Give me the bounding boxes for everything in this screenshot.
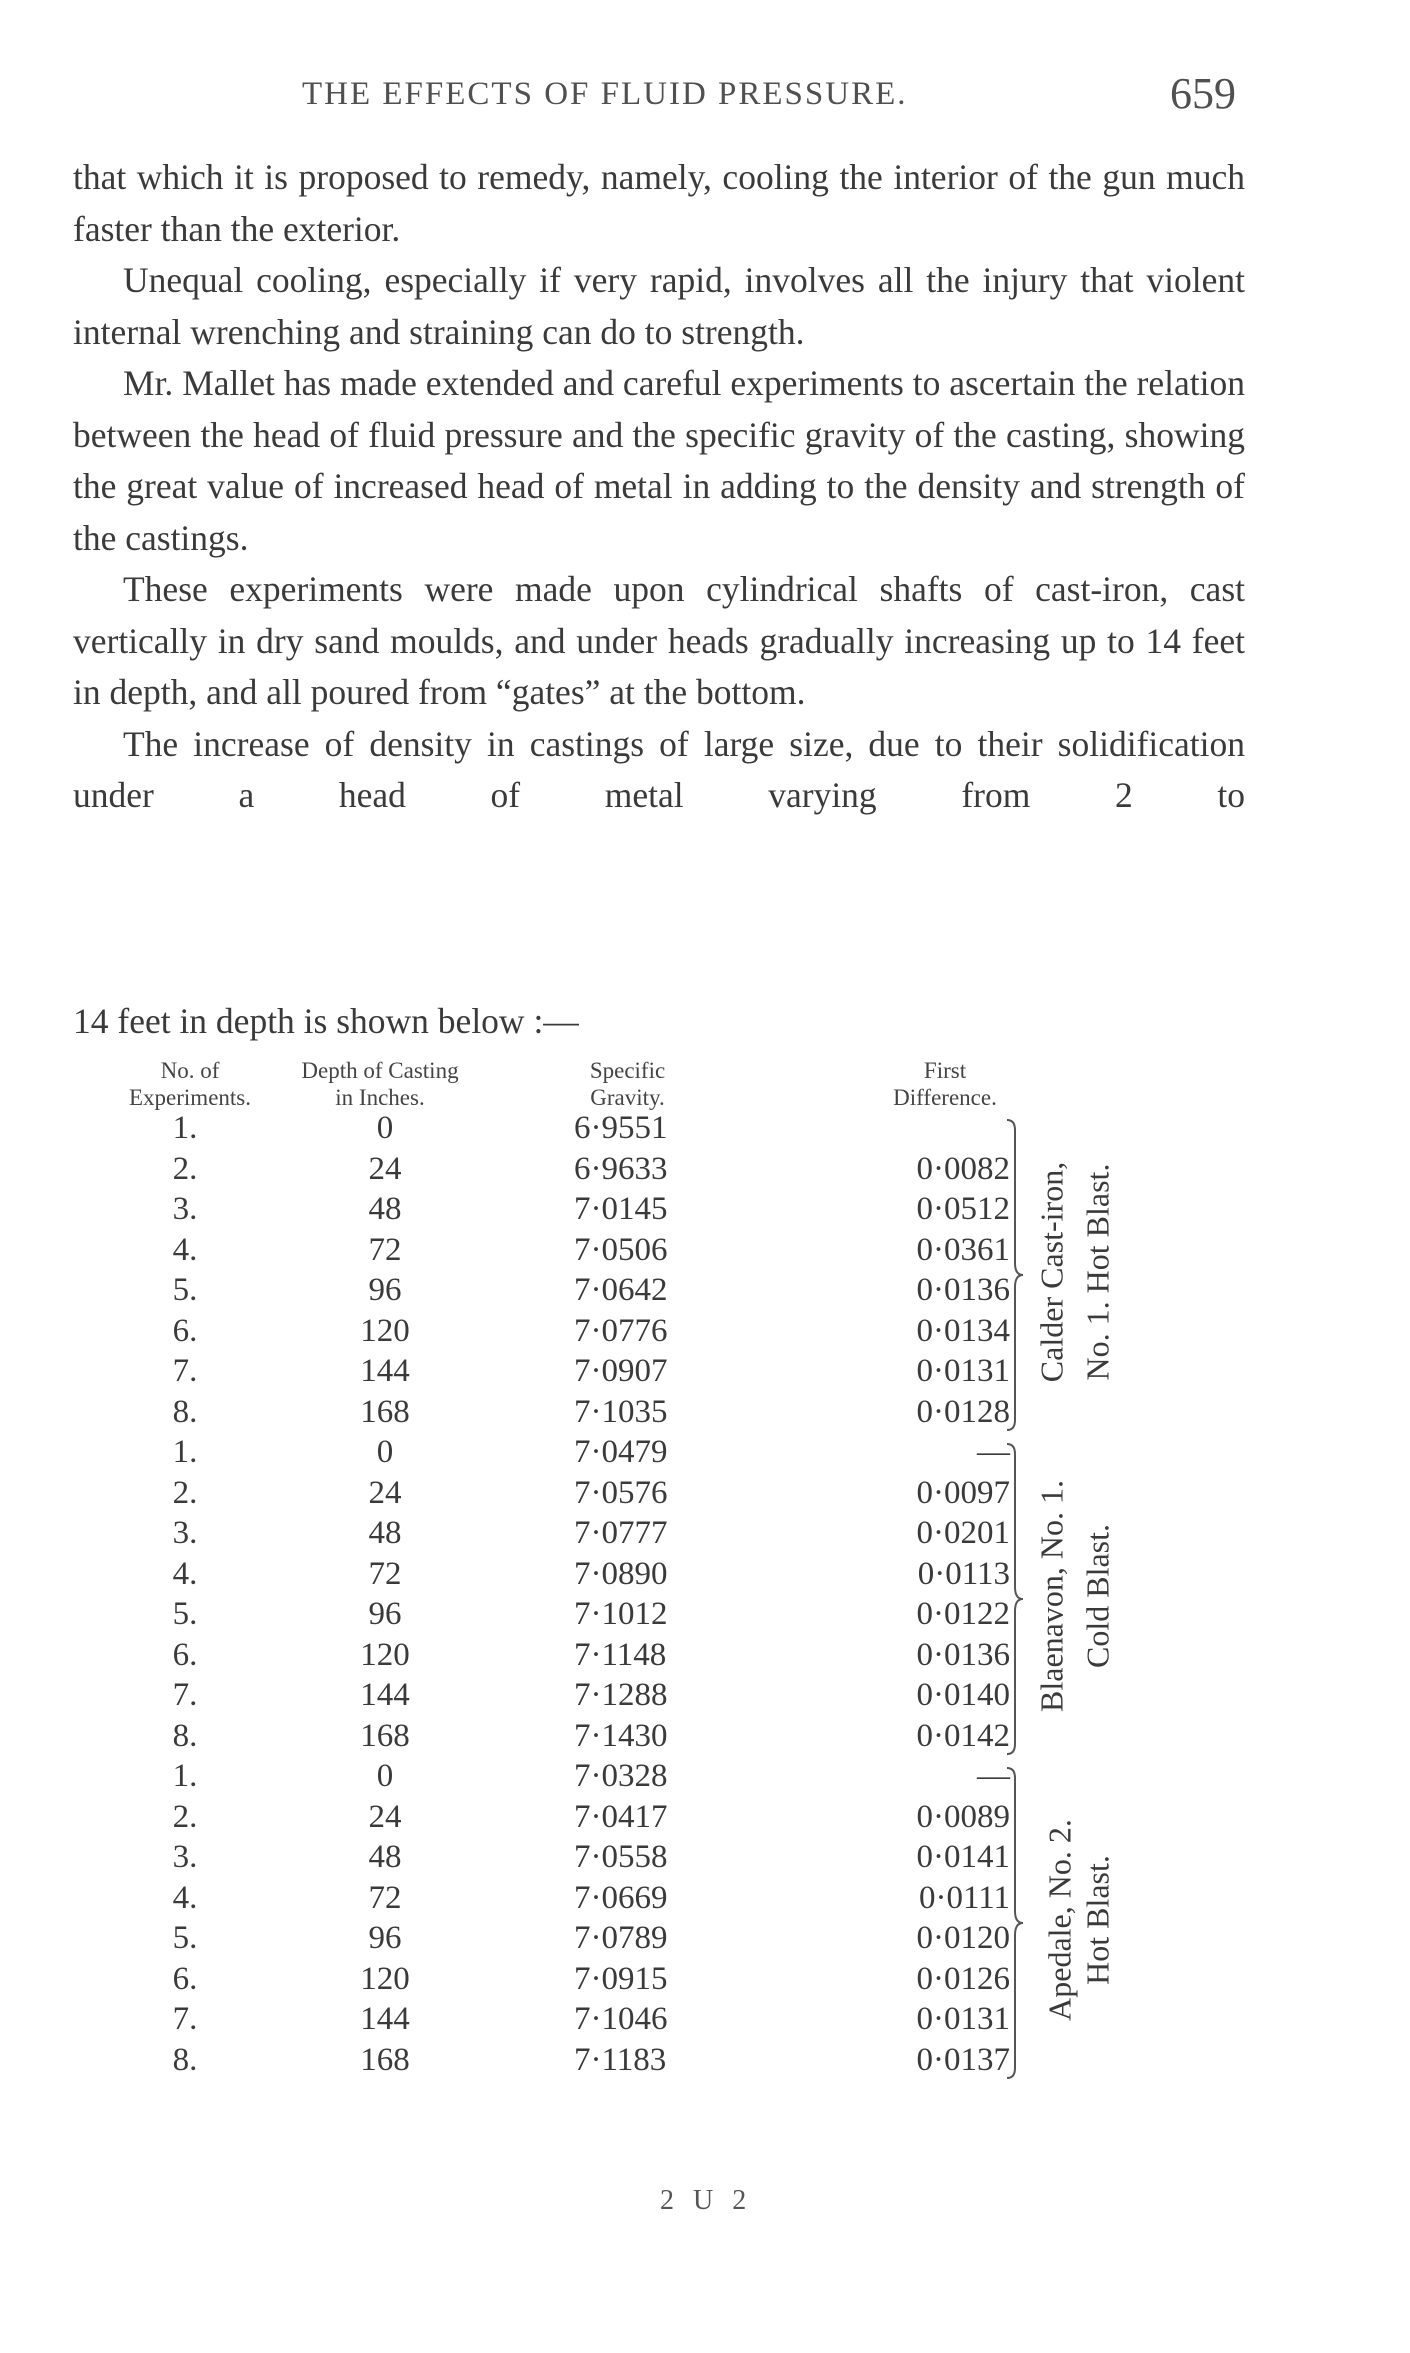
row-number: 1. [172, 1434, 198, 1470]
row-difference: 0·0361 [916, 1231, 1010, 1268]
row-depth: 0 [376, 1110, 394, 1146]
header-difference: First Difference. [893, 1058, 997, 1110]
header-depth: Depth of Casting in Inches. [301, 1058, 459, 1110]
row-difference: 0·0141 [916, 1839, 1010, 1875]
row-difference: 0·0134 [916, 1312, 1010, 1349]
row-depth: 144 [360, 1677, 410, 1713]
row-number: 3. [172, 1191, 198, 1227]
row-number: 3. [172, 1839, 198, 1875]
row-gravity: 7·0479 [574, 1434, 668, 1470]
row-depth: 24 [368, 1474, 402, 1511]
row-gravity: 7·0789 [574, 1920, 668, 1956]
row-depth: 96 [368, 1920, 402, 1956]
page-header [0, 68, 1410, 128]
row-gravity: 7·0776 [574, 1312, 668, 1349]
row-number: 2. [172, 1150, 198, 1187]
paragraph: These experiments were made upon cylindrical shafts of cast-iron, cast vertically in dry sand moulds, and under heads gradually increasing up to 14 feet in depth, and all poured from “gates” at the bottom. [73, 569, 1245, 712]
group-label: Blaenavon, No. 1. [1033, 1480, 1070, 1712]
row-gravity: 7·0890 [574, 1555, 668, 1592]
row-depth: 168 [360, 1393, 410, 1430]
paragraph: The increase of density in castings of large size, due to their solidification under a head of metal varying from 2 to [73, 723, 1245, 815]
group-brace [1005, 1118, 1027, 1432]
row-number: 2. [172, 1798, 198, 1835]
row-number: 1. [172, 1110, 198, 1146]
row-number: 4. [172, 1231, 198, 1268]
row-difference: 0·0131 [916, 1353, 1010, 1389]
row-number: 5. [172, 1920, 198, 1956]
row-depth: 48 [368, 1515, 402, 1551]
row-depth: 72 [368, 1231, 402, 1268]
row-gravity: 7·0915 [574, 1960, 668, 1997]
row-difference: 0·0128 [916, 1393, 1010, 1430]
row-depth: 96 [368, 1596, 402, 1632]
row-number: 6. [172, 1960, 198, 1997]
row-depth: 144 [360, 1353, 410, 1389]
row-difference: 0·0111 [918, 1879, 1010, 1916]
row-number: 6. [172, 1312, 198, 1349]
row-difference: 0·0136 [916, 1272, 1010, 1308]
row-depth: 168 [360, 1717, 410, 1754]
row-depth: 168 [360, 2041, 410, 2078]
row-number: 8. [172, 1717, 198, 1754]
row-gravity: 7·0506 [574, 1231, 668, 1268]
row-difference: 0·0201 [916, 1515, 1010, 1551]
row-gravity: 7·0558 [574, 1839, 668, 1875]
group-brace [1005, 1766, 1027, 2080]
table-intro: 14 feet in depth is shown below :— [73, 1001, 579, 1041]
row-gravity: 7·0328 [574, 1758, 668, 1794]
group-brace [1005, 1442, 1027, 1756]
row-depth: 96 [368, 1272, 402, 1308]
row-difference: 0·0097 [916, 1474, 1010, 1511]
row-depth: 24 [368, 1798, 402, 1835]
row-depth: 120 [360, 1636, 410, 1673]
row-difference: 0·0142 [916, 1717, 1010, 1754]
row-gravity: 7·0669 [574, 1879, 668, 1916]
row-difference: 0·0120 [916, 1920, 1010, 1956]
header-gravity: Specific Gravity. [589, 1058, 666, 1110]
paragraph: that which it is proposed to remedy, namely, cooling the interior of the gun much faster than the exterior. [73, 157, 1245, 249]
row-number: 1. [172, 1758, 198, 1794]
group-label: Hot Blast. [1079, 1855, 1116, 1985]
row-depth: 48 [368, 1191, 402, 1227]
row-difference: 0·0512 [916, 1191, 1010, 1227]
paragraph: Mr. Mallet has made extended and careful experiments to ascertain the relation between the head of fluid pressure and the specific gravity of the casting, showing the great value of increased head of metal in adding to the density and strength of the castings. [73, 363, 1245, 558]
row-depth: 48 [368, 1839, 402, 1875]
row-gravity: 7·0907 [574, 1353, 668, 1389]
row-difference: 0·0126 [916, 1960, 1010, 1997]
signature-mark: 2 U 2 [660, 2185, 753, 2216]
row-depth: 0 [376, 1758, 394, 1794]
row-gravity: 7·1046 [574, 2001, 668, 2037]
row-difference: — [977, 1434, 1010, 1470]
row-number: 5. [172, 1596, 198, 1632]
header-experiments: No. of Experiments. [129, 1058, 251, 1110]
row-gravity: 7·0576 [574, 1474, 668, 1511]
row-gravity: 7·0642 [574, 1272, 668, 1308]
row-number: 5. [172, 1272, 198, 1308]
row-difference: 0·0131 [916, 2001, 1010, 2037]
row-gravity: 6·9633 [574, 1150, 668, 1187]
row-depth: 120 [360, 1960, 410, 1997]
row-number: 4. [172, 1879, 198, 1916]
row-number: 6. [172, 1636, 198, 1673]
row-depth: 0 [376, 1434, 394, 1470]
row-difference: 0·0082 [916, 1150, 1010, 1187]
row-number: 3. [172, 1515, 198, 1551]
row-depth: 120 [360, 1312, 410, 1349]
running-head: THE EFFECTS OF FLUID PRESSURE. [302, 76, 908, 112]
row-difference: 0·0122 [916, 1596, 1010, 1632]
row-gravity: 7·1035 [574, 1393, 668, 1430]
group-label: Cold Blast. [1079, 1523, 1116, 1669]
row-gravity: 7·1148 [574, 1636, 667, 1673]
row-depth: 72 [368, 1879, 402, 1916]
row-number: 4. [172, 1555, 198, 1592]
row-gravity: 7·0145 [574, 1191, 668, 1227]
row-depth: 24 [368, 1150, 402, 1187]
paragraph: Unequal cooling, especially if very rapid, involves all the injury that violent internal wrenching and straining can do to strength. [73, 260, 1245, 352]
row-gravity: 7·1288 [574, 1677, 668, 1713]
row-depth: 144 [360, 2001, 410, 2037]
row-number: 7. [172, 1353, 198, 1389]
group-label: Calder Cast-iron, [1033, 1161, 1070, 1383]
row-gravity: 6·9551 [574, 1110, 668, 1146]
row-number: 7. [172, 1677, 198, 1713]
row-number: 8. [172, 2041, 198, 2078]
row-number: 7. [172, 2001, 198, 2037]
row-difference: 0·0140 [916, 1677, 1010, 1713]
row-difference: 0·0137 [916, 2041, 1010, 2078]
row-difference: 0·0089 [916, 1798, 1010, 1835]
row-gravity: 7·1012 [574, 1596, 668, 1632]
row-gravity: 7·1183 [574, 2041, 667, 2078]
row-number: 8. [172, 1393, 198, 1430]
row-number: 2. [172, 1474, 198, 1511]
body-text [73, 152, 1245, 822]
row-gravity: 7·0417 [574, 1798, 668, 1835]
row-gravity: 7·0777 [574, 1515, 668, 1551]
group-label: No. 1. Hot Blast. [1079, 1163, 1116, 1381]
row-gravity: 7·1430 [574, 1717, 668, 1754]
row-depth: 72 [368, 1555, 402, 1592]
page-number: 659 [1170, 69, 1236, 118]
row-difference: — [977, 1758, 1010, 1794]
group-label: Apedale, No. 2. [1041, 1819, 1078, 2021]
row-difference: 0·0113 [917, 1555, 1010, 1592]
row-difference: 0·0136 [916, 1636, 1010, 1673]
